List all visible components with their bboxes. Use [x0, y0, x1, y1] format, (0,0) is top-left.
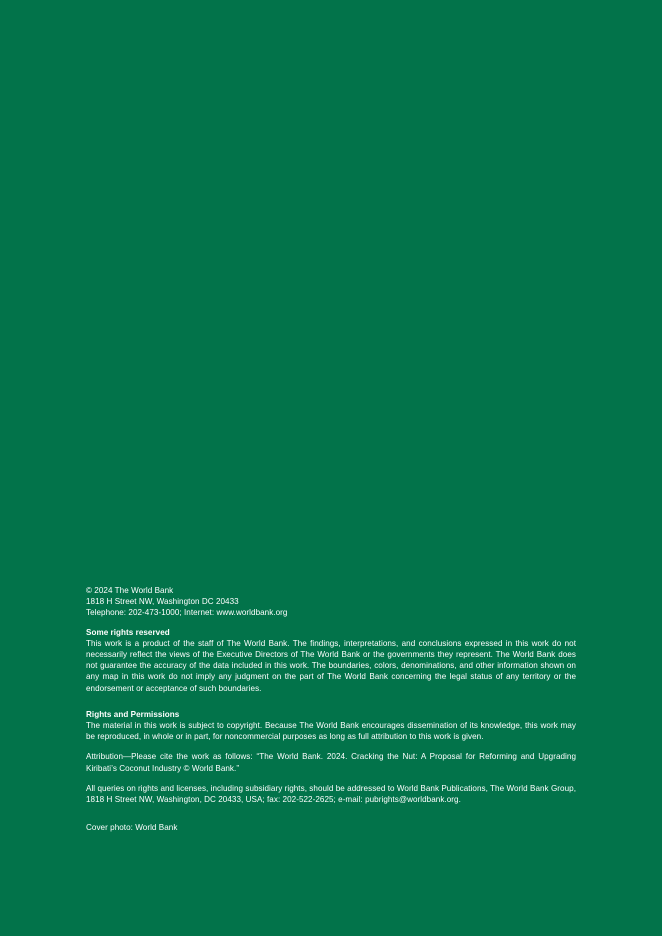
queries-text: All queries on rights and licenses, including subsidiary rights, should be addressed to World Bank Publications, The World Bank Group, 1818 H Street NW, Washington, DC 20433, USA; fax: 202-522-2625; e-mail: pubrights@worldbank.org. — [86, 783, 576, 805]
permissions-body: The material in this work is subject to copyright. Because The World Bank encourages dissemination of its knowledge, this work may be reproduced, in whole or in part, for noncommercial purposes as long as full attribution to this work is given. — [86, 721, 576, 742]
copyright-line: © 2024 The World Bank — [86, 586, 174, 595]
attribution-text: Attribution—Please cite the work as follows: “The World Bank. 2024. Cracking the Nut: A Proposal for Reforming and Upgrading Kiribati’s Coconut Industry © World Bank.” — [86, 752, 576, 773]
publisher-address — [86, 585, 576, 619]
rights-reserved-title: Some rights reserved — [86, 627, 170, 637]
copyright-block — [86, 585, 576, 842]
rights-reserved-section — [86, 627, 576, 694]
cover-photo-credit: Cover photo: World Bank — [86, 823, 178, 833]
street-address: 1818 H Street NW, Washington DC 20433 — [86, 597, 239, 607]
contact-line: Telephone: 202-473-1000; Internet: www.worldbank.org — [86, 608, 288, 618]
rights-reserved-body: This work is a product of the staff of The World Bank. The findings, interpretations, and conclusions expressed in this work do not necessarily reflect the views of the Executive Directors of The World Bank or the governments they represent. The World Bank does not guarantee the accuracy of the data included in this work. The boundaries, colors, denominations, and other information shown on any map in this work do not imply any judgment on the part of The World Bank concerning the legal status of any territory or the endorsement or acceptance of such boundaries. — [86, 638, 576, 693]
permissions-title: Rights and Permissions — [86, 709, 180, 719]
permissions-section — [86, 709, 576, 834]
